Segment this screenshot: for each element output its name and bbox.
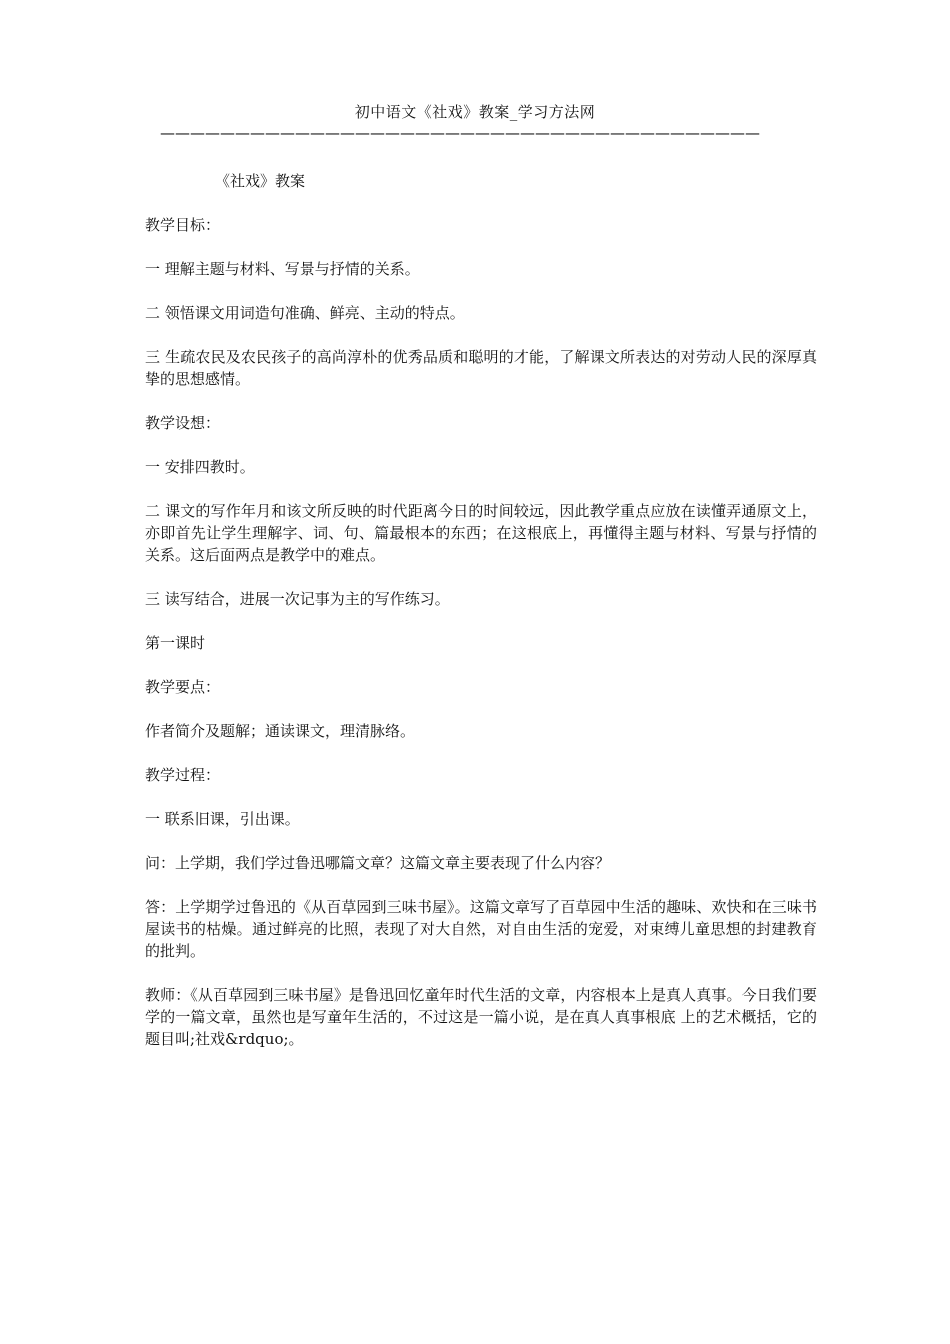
key-points-text: 作者简介及题解；通读课文，理清脉络。 [145, 722, 416, 740]
objective-item: 一 理解主题与材料、写景与抒情的关系。 [145, 260, 420, 278]
document-body [145, 170, 817, 1072]
plan-item: 三 读写结合，进展一次记事为主的写作练习。 [145, 590, 450, 608]
section-heading-objectives: 教学目标： [145, 216, 221, 234]
plan-item: 一 安排四教时。 [145, 458, 255, 476]
section-heading-process: 教学过程： [145, 766, 221, 784]
objective-item: 二 领悟课文用词造句准确、鲜亮、主动的特点。 [145, 304, 465, 322]
plan-item: 二 课文的写作年月和该文所反映的时代距离今日的时间较远，因此教学重点应放在读懂弄通原文上，亦即首先让学生理解字、词、句、篇最根本的东西；在这根底上，再懂得主题与材料、写景与抒情的关系。这后面两点是教学中的难点。 [145, 502, 817, 564]
lesson-heading: 第一课时 [145, 634, 206, 652]
teacher-paragraph: 教师：《从百草园到三味书屋》是鲁迅回忆童年时代生活的文章，内容根本上是真人真事。今日我们要学的一篇文章，虽然也是写童年生活的，不过这是一篇小说，是在真人真事根底 上的艺术概括，它的题目叫;社戏&rdquo;。 [145, 986, 817, 1048]
question-paragraph: 问：上学期，我们学过鲁迅哪篇文章？这篇文章主要表现了什么内容？ [145, 854, 611, 872]
answer-paragraph: 答：上学期学过鲁迅的《从百草园到三味书屋》。这篇文章写了百草园中生活的趣味、欢快和在三味书屋读书的枯燥。通过鲜亮的比照，表现了对大自然，对自由生活的宠爱，对束缚儿童思想的封建教育的批判。 [145, 898, 817, 960]
section-heading-key-points: 教学要点： [145, 678, 221, 696]
objective-item: 三 生疏农民及农民孩子的高尚淳朴的优秀品质和聪明的才能，了解课文所表达的对劳动人民的深厚真挚的思想感情。 [145, 348, 817, 388]
section-heading-plan: 教学设想： [145, 414, 221, 432]
document-title: 《社戏》教案 [215, 172, 306, 190]
process-item: 一 联系旧课，引出课。 [145, 810, 300, 828]
page-header-title: 初中语文《社戏》教案_学习方法网 [354, 103, 596, 121]
header-divider: ———————————————————————————————————————— [160, 124, 760, 142]
